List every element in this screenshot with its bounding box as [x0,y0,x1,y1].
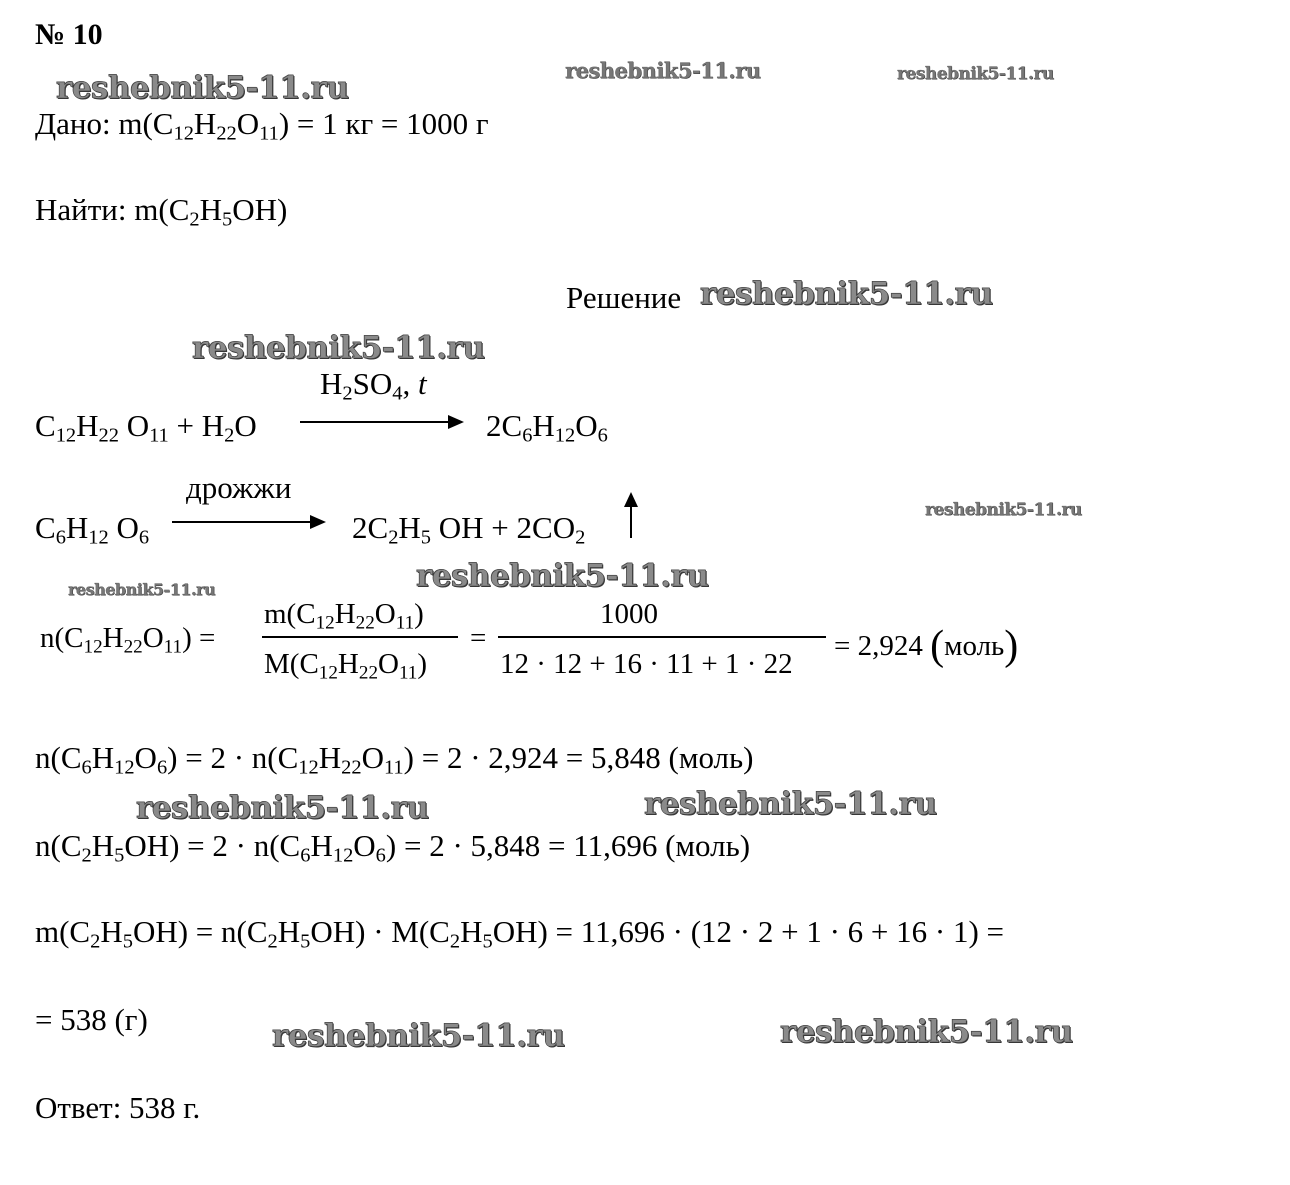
reaction2-condition: дрожжи [186,470,292,505]
watermark: reshebnik5-11.ru [192,330,485,366]
calc1-denominator: $M(C_{12}H_{22}O_{11})$ [264,648,428,684]
watermark: reshebnik5-11.ru [925,500,1082,520]
calc3-line: $n(C_2H_5OH) = 2 \cdot n(C_6H_{12}O_6) = 2 \cdot 5,848 = 11,696$ (моль) [35,828,751,867]
reaction2-arrow [172,521,322,523]
calc2-line: $n(C_6H_{12}O_6) = 2 \cdot n(C_{12}H_{22}O_{11}) = 2 \cdot 2,924 = 5,848$ (моль) [35,740,754,779]
watermark: reshebnik5-11.ru [56,70,349,106]
answer-line: Ответ: 538 г. [35,1090,201,1125]
calc1-fraction-bar2 [498,636,826,638]
given-line: Дано: $m(C_{12}H_{22}O_{11}) = 1$ кг = 1000 г [35,106,489,145]
calc1-equals: = [470,622,487,654]
calc1-result: = 2,924 (моль) [834,623,1019,669]
watermark: reshebnik5-11.ru [272,1018,565,1054]
calc1-lhs: $n(C_{12}H_{22}O_{11})$ = [40,622,216,658]
reaction1-left: $C_{12}H_{22}$ $O_{11} + H_2O$ [35,408,257,447]
find-line: Найти: $m(C_2H_5OH)$ [35,192,288,231]
reaction2-left: $C_6H_{12}$ $O_6$ [35,510,150,549]
gas-release-arrow [630,498,632,538]
problem-number: № 10 [35,18,103,51]
watermark: reshebnik5-11.ru [565,58,761,83]
reaction2-right: $2C_2H_5$ OH + $2CO_2$ [352,510,586,549]
calc1-denominator2: 12 · 12 + 16 · 11 + 1 · 22 [500,648,793,680]
watermark: reshebnik5-11.ru [897,64,1054,84]
reaction1-condition: $H_2SO_4$, t [320,366,427,405]
reaction1-right: $2C_6H_{12}O_6$ [486,408,608,447]
calc1-numerator: $m(C_{12}H_{22}O_{11})$ [264,598,424,634]
watermark: reshebnik5-11.ru [416,558,709,594]
watermark: reshebnik5-11.ru [700,276,993,312]
solution-heading: Решение [566,280,682,315]
calc4-continuation: = 538 (г) [35,1002,148,1037]
watermark: reshebnik5-11.ru [68,580,216,599]
watermark: reshebnik5-11.ru [644,786,937,822]
calc4-line: $m(C_2H_5OH) = n(C_2H_5OH) \cdot M(C_2H_5OH) = 11,696 \cdot (12 \cdot 2 + 1 \cdot 6 + 16 \cdot 1)$ = [35,914,1005,953]
reaction1-arrow [300,421,460,423]
calc1-numerator2: 1000 [600,598,658,630]
watermark: reshebnik5-11.ru [136,790,429,826]
watermark: reshebnik5-11.ru [780,1014,1073,1050]
calc1-fraction-bar [262,636,458,638]
